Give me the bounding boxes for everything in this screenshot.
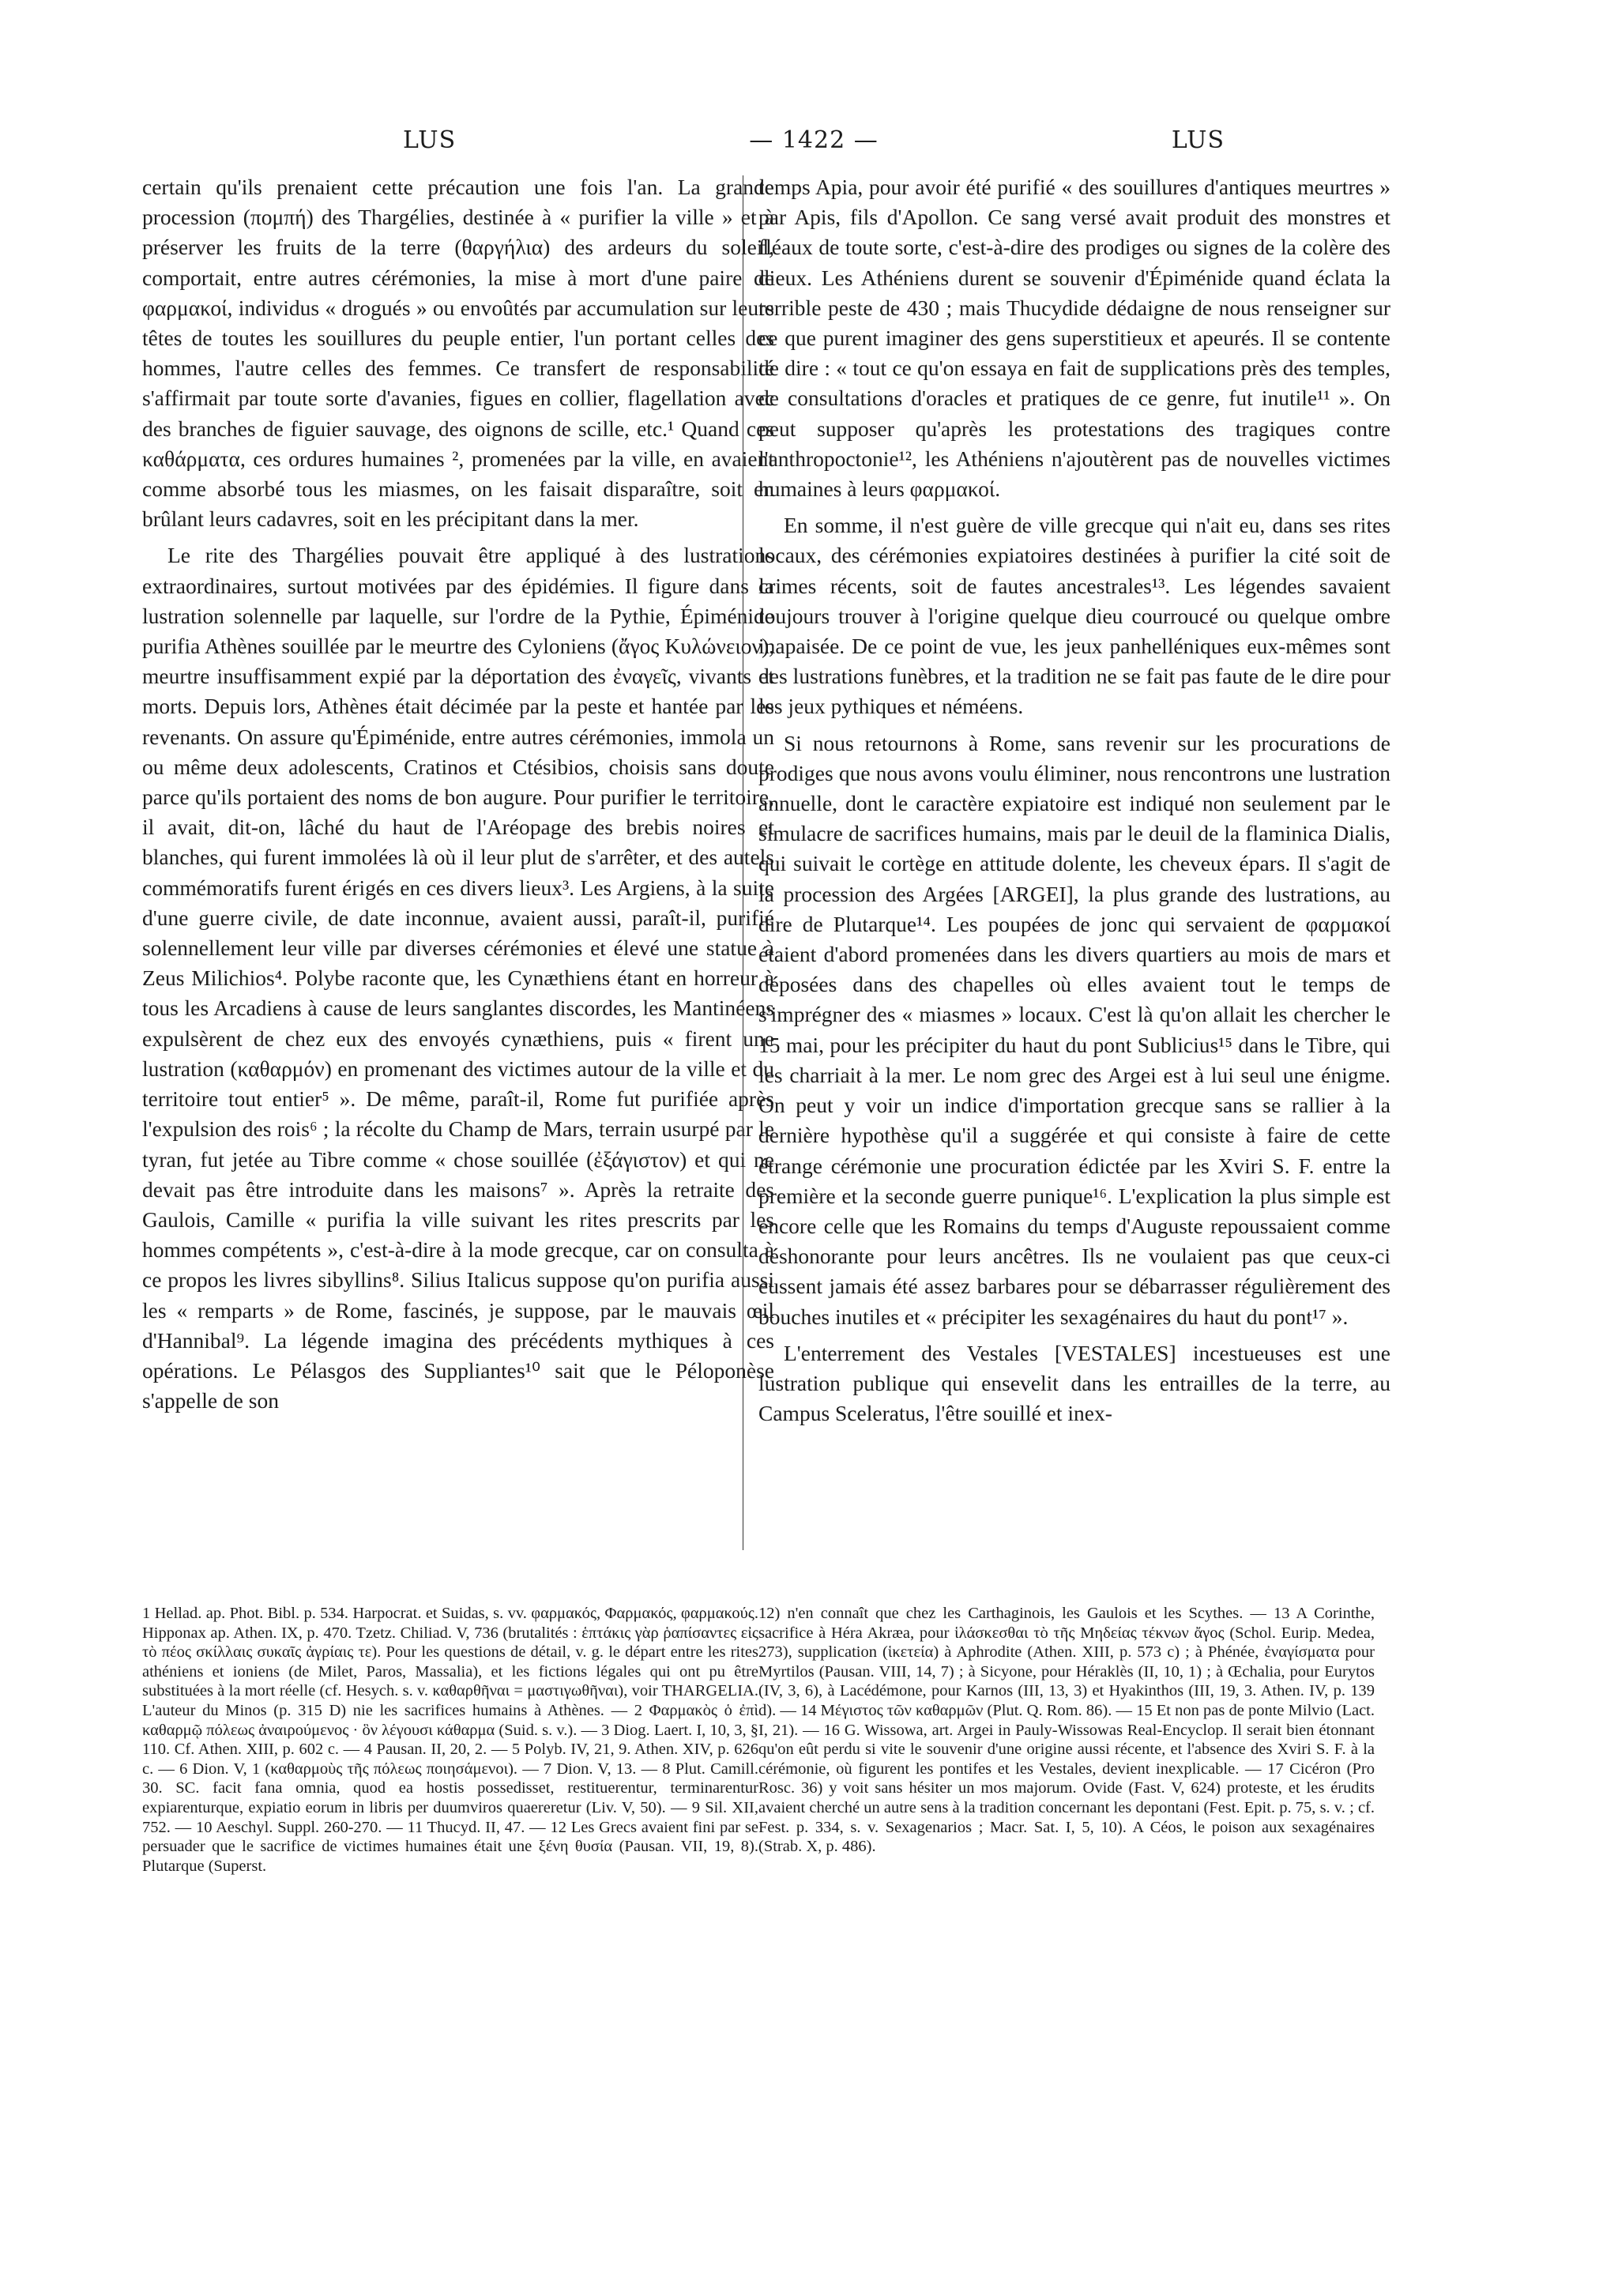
paragraph: temps Apia, pour avoir été purifié « des souillures d'antiques meurtres » par Apis, fils d'Apollon. Ce sang versé avait produit des monstres et fléaux de toute sorte, c'est-à-dire des prodiges ou signes de la colère des dieux. Les Athéniens durent se souvenir d'Épiménide quand éclata la terrible peste de 430 ; mais Thucydide dédaigne de nous renseigner sur ce que purent imaginer des gens superstitieux et apeurés. Il se contente de dire : « tout ce qu'on essaya en fait de supplications près des temples, de consultations d'oracles et pratiques de ce genre, fut inutile¹¹ ». On peut supposer qu'après les protestations des tragiques contre l'anthropoctonie¹², les Athéniens n'ajoutèrent pas de nouvelles victimes humaines à leurs φαρμακοί. bbox=[758, 175, 1390, 502]
footnotes-right: 12) n'en connaît que chez les Carthaginois, les Gaulois et les Scythes. — 13 A Corinthe, sacrifice à Héra Akræa, pour ἱλάσκεσθαι τὸ τῆς Μηδείας τέκνων ἄγος (Schol. Eurip. Medea, 273), supplication (ἱκετεία) à Aphrodite (Athen. XIII, p. 573 c) ; à Phénée, ἐναγίσματα pour Myrtilos (Pausan. VIII, 14, 7) ; à Sicyone, pour Héraklès (II, 10, 1) ; à Œchalia, pour Eurytos (IV, 3, 6), à Lacédémone, pour Karnos (III, 13, 3) et Hyakinthos (III, 19, 3. Athen. IV, p. 139 d). — 14 Μέγιστος τῶν καθαρμῶν (Plut. Q. Rom. 86). — 15 Et non pas de ponte Milvio (Lact. I, 21). — 16 G. Wissowa, art. Argei in Pauly-Wissowas Real-Encyclop. Il serait bien étonnant qu'on eût perdu si vite le souvenir d'une origine aussi récente, et l'absence des Xviri S. F. à la cérémonie, où figurent les pontifes et les Vestales, devient inexplicable. — 17 Cicéron (Pro Rosc. 36) y voit sans hésiter un mos majorum. Ovide (Fast. V, 624) proteste, et les érudits avaient cherché un autre sens à la tradition concernant les depontani (Fest. Epit. p. 75, s. v. ; cf. Fest. p. 334, s. v. Sexagenarios ; Macr. Sat. I, 5, 10). A Céos, le poison aux sexagénaires (Strab. X, p. 486). bbox=[758, 1605, 1375, 1856]
paragraph: Le rite des Thargélies pouvait être appliqué à des lustrations extraordinaires, surtout motivées par des épidémies. Il figure dans la lustration solennelle par laquelle, sur l'ordre de la Pythie, Épiménide purifia Athènes souillée par le meurtre des Cyloniens (ἄγος Κυλώνειον), meurtre insuffisamment expié par la déportation des ἐναγεῖς, vivants et morts. Depuis lors, Athènes était décimée par la peste et hantée par les revenants. On assure qu'Épiménide, entre autres cérémonies, immola un ou même deux adolescents, Cratinos et Ctésibios, choisis sans doute parce qu'ils portaient des noms de bon augure. Pour purifier le territoire, il avait, dit-on, lâché du haut de l'Aréopage des brebis noires et blanches, qui furent immolées là où il leur plut de s'arrêter, et des autels commémoratifs furent érigés en ces divers lieux³. Les Argiens, à la suite d'une guerre civile, de date inconnue, avaient aussi, paraît-il, purifié solennellement leur ville par diverses cérémonies et élevé une statue à Zeus Milichios⁴. Polybe raconte que, les Cynæthiens étant en horreur à tous les Arcadiens à cause de leurs sanglantes discordes, les Mantinéens expulsèrent de chez eux des envoyés cynæthiens, puis « firent une lustration (καθαρμόν) en promenant des victimes autour de la ville et du territoire tout entier⁵ ». De même, paraît-il, Rome fut purifiée après l'expulsion des rois⁶ ; la récolte du Champ de Mars, terrain usurpé par le tyran, fut jetée au Tibre comme « chose souillée (ἐξάγιστον) et qui ne devait pas être introduite dans les maisons⁷ ». Après la retraite des Gaulois, Camille « purifia la ville suivant les rites prescrits par les hommes compétents », c'est-à-dire à la mode grecque, car on consulta à ce propos les livres sibyllins⁸. Silius Italicus suppose qu'on purifia aussi les « remparts » de Rome, fascinés, je suppose, par le mauvais œil d'Hannibal⁹. La légende imagina des précédents mythiques à ces opérations. Le Pélasgos des Suppliantes¹⁰ sait que le Péloponèse s'appelle de son bbox=[142, 543, 774, 1413]
header-right: LUS bbox=[1171, 126, 1225, 154]
paragraph: certain qu'ils prenaient cette précaution une fois l'an. La grande procession (πομπή) des Thargélies, destinée à « purifier la ville » et à préserver les fruits de la terre (θαργήλια) des ardeurs du soleil, comportait, entre autres cérémonies, la mise à mort d'une paire de φαρμακοί, individus « drogués » ou envoûtés par accumulation sur leurs têtes de toutes les souillures du peuple entier, l'un portant celles des hommes, l'autre celles des femmes. Ce transfert de responsabilité s'affirmait par toute sorte d'avanies, figues en collier, flagellation avec des branches de figuier sauvage, des oignons de scille, etc.¹ Quand ces καθάρματα, ces ordures humaines ², promenées par la ville, en avaient comme absorbé tous les miasmes, on les faisait disparaître, soit en brûlant leurs cadavres, soit en les précipitant dans la mer. bbox=[142, 175, 774, 532]
paragraph: L'enterrement des Vestales [VESTALES] incestueuses est une lustration publique qui ensevelit dans les entrailles de la terre, au Campus Sceleratus, l'être souillé et inex- bbox=[758, 1340, 1390, 1426]
left-column bbox=[142, 172, 774, 1422]
right-column bbox=[758, 172, 1390, 1435]
header-left: LUS bbox=[403, 126, 457, 154]
page-number: — 1422 — bbox=[749, 126, 879, 154]
footnotes-left: 1 Hellad. ap. Phot. Bibl. p. 534. Harpocrat. et Suidas, s. vv. φαρμακός, Φαρμακός, φαρμακούς. Hipponax ap. Athen. IX, p. 470. Tzetz. Chiliad. V, 736 (brutalités : ἑπτάκις γὰρ ῥαπίσαντες εἰς τὸ πέος σκίλλαις συκαῖς ἀγρίαις τε). Pour les questions de détail, v. g. le départ entre les rites athéniens et ioniens (de Milet, Paros, Massalia), et les fictions légales qui ont pu être substituées à la mort réelle (cf. Hesych. s. v. καθαρθῆναι = μαστιγωθῆναι), voir THARGELIA. L'auteur du Minos (p. 315 D) nie les sacrifices humains à Athènes. — 2 Φαρμακὸς ὁ ἐπὶ καθαρμῷ πόλεως ἀναιρούμενος · ὃν λέγουσι κάθαρμα (Suid. s. v.). — 3 Diog. Laert. I, 10, 3, § 110. Cf. Athen. XIII, p. 602 c. — 4 Pausan. II, 20, 2. — 5 Polyb. IV, 21, 9. Athen. XIV, p. 626 c. — 6 Dion. V, 1 (καθαρμοὺς τῆς πόλεως ποιησάμενοι). — 7 Dion. V, 13. — 8 Plut. Camill. 30. SC. facit fana omnia, quod ea hostis possedisset, restituerentur, terminarentur expiarenturque, expiatio eorum in libris per duumviros quaereretur (Liv. V, 50). — 9 Sil. XII, 752. — 10 Aeschyl. Suppl. 260-270. — 11 Thucyd. II, 47. — 12 Les Grecs avaient fini par se persuader que le sacrifice de victimes humaines était une ξένη θυσία (Pausan. VII, 19, 8). Plutarque (Superst. bbox=[142, 1605, 758, 1875]
paragraph: Si nous retournons à Rome, sans revenir sur les procurations de prodiges que nous avons voulu éliminer, nous rencontrons une lustration annuelle, dont le caractère expiatoire est indiqué non seulement par le simulacre de sacrifices humains, mais par le deuil de la flaminica Dialis, qui suivait le cortège en attitude dolente, les cheveux épars. Il s'agit de la procession des Argées [ARGEI], la plus grande des lustrations, au dire de Plutarque¹⁴. Les poupées de jonc qui servaient de φαρμακοί étaient d'abord promenées dans les divers quartiers au mois de mars et déposées dans des chapelles où elles avaient tout le temps de s'imprégner des « miasmes » locaux. C'est là qu'on allait les chercher le 15 mai, pour les précipiter du haut du pont Sublicius¹⁵ dans le Tibre, qui les charriait à la mer. Le nom grec des Argei est à lui seul une énigme. On peut y voir un indice d'importation grecque sans se rallier à la dernière hypothèse qu'il a suggérée et qui consiste à faire de cette étrange cérémonie une procuration édictée par les Xviri S. F. entre la première et la seconde guerre punique¹⁶. L'explication la plus simple est encore celle que les Romains du temps d'Auguste repoussaient comme déshonorante pour leurs ancêtres. Ils ne voulaient pas que ceux-ci eussent jamais été assez barbares pour se débarrasser régulièrement des bouches inutiles et « précipiter les sexagénaires du haut du pont¹⁷ ». bbox=[758, 730, 1390, 1329]
paragraph: En somme, il n'est guère de ville grecque qui n'ait eu, dans ses rites locaux, des cérémonies expiatoires destinées à purifier la cité soit de crimes récents, soit de fautes ancestrales¹³. Les légendes savaient toujours trouver à l'origine quelque dieu courroucé ou quelque ombre inapaisée. De ce point de vue, les jeux panhelléniques eux-mêmes sont des lustrations funèbres, et la tradition ne se fait pas faute de le dire pour les jeux pythiques et néméens. bbox=[758, 513, 1390, 719]
running-header bbox=[142, 126, 1485, 158]
